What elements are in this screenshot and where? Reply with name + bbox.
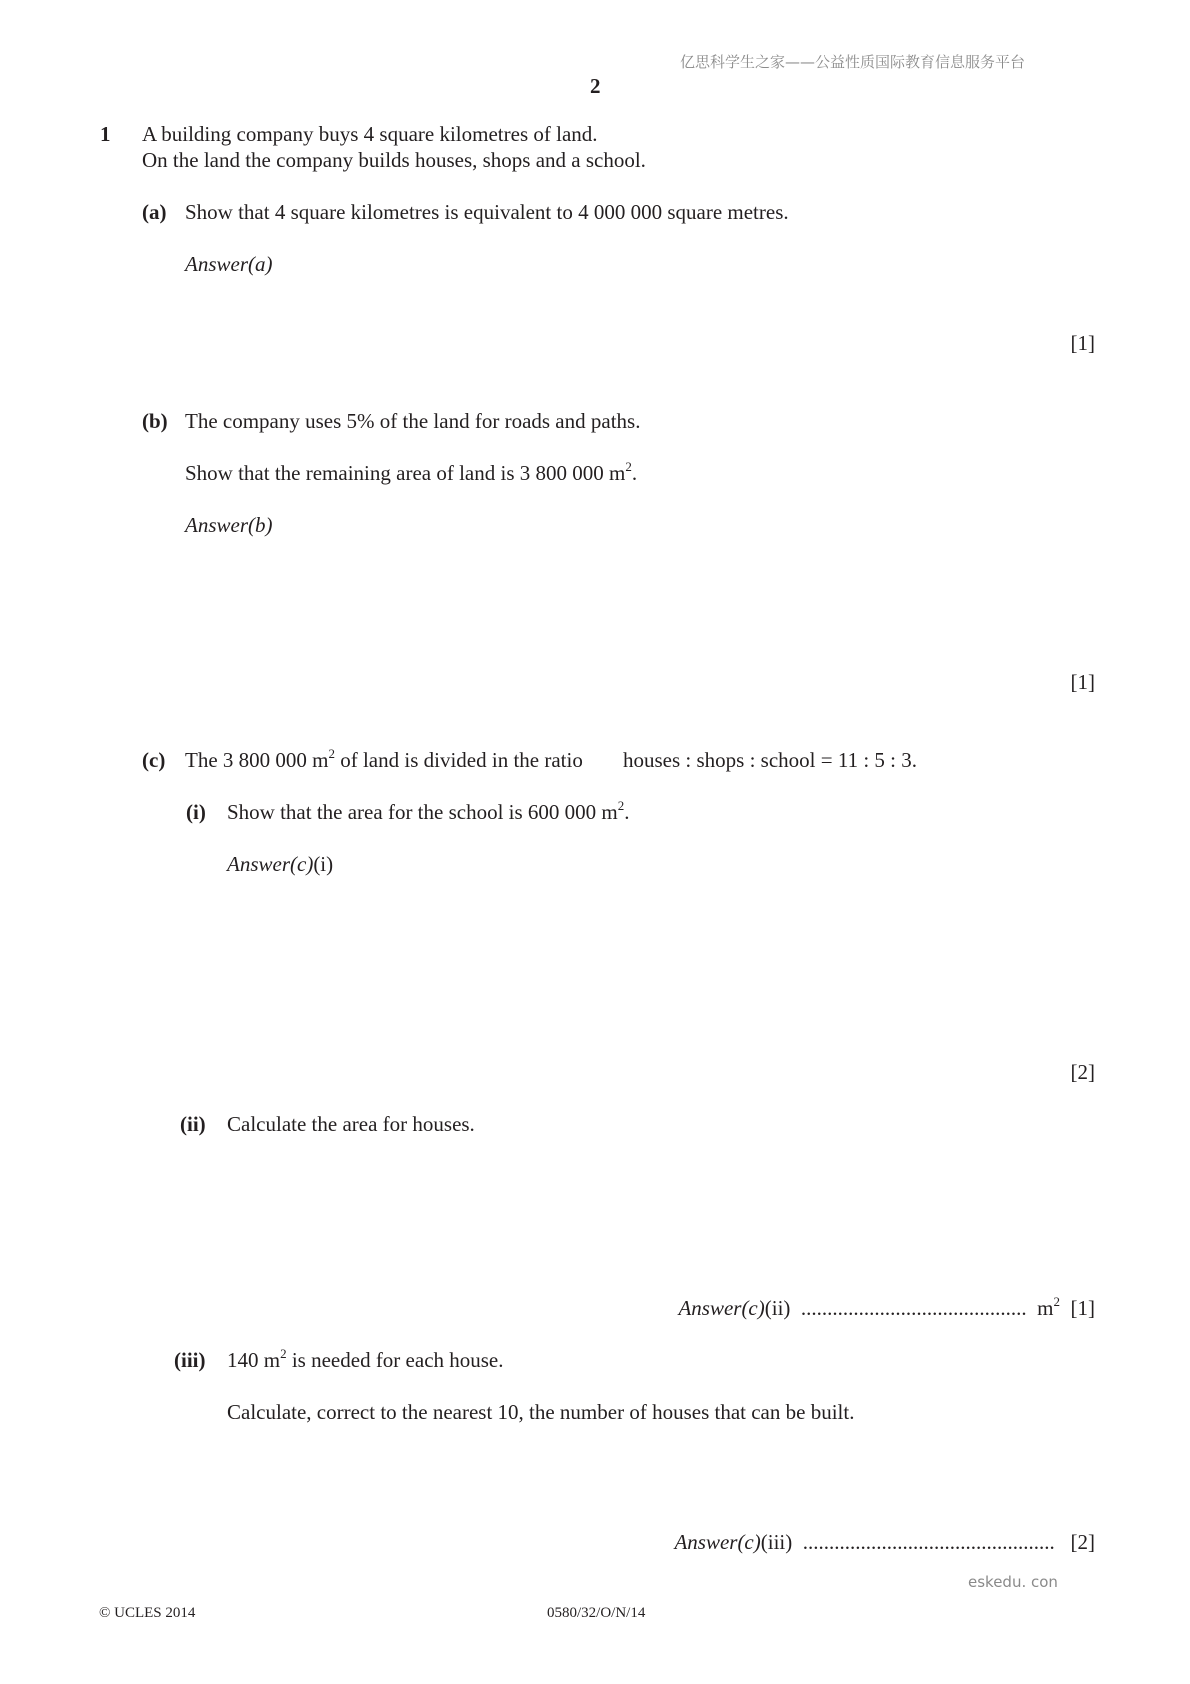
part-c-ratio: houses : shops : school = 11 : 5 : 3. (623, 748, 917, 772)
part-c-iii-instruction: Calculate, correct to the nearest 10, the number of houses that can be built. (227, 1400, 855, 1424)
part-c-i-text: Show that the area for the school is 600 000 $m^2$. (227, 798, 630, 824)
part-c-ii-answer-line: Answer(c)(ii) ........................................... $m^2$ [1] (678, 1294, 1095, 1320)
part-c-i-answer-label: Answer(c)(i) (227, 852, 334, 876)
part-c-i-label: (i) (186, 800, 206, 824)
part-a-mark: [1] (1070, 331, 1095, 355)
part-c-iii-mark: [2] (1070, 1530, 1095, 1554)
part-c-ii-mark: [1] (1070, 1296, 1095, 1320)
part-c-label: (c) (142, 748, 166, 772)
question-number: 1 (100, 122, 111, 146)
question-intro-line1: A building company buys 4 square kilometres of land. (142, 122, 598, 146)
watermark-footer: eskedu. con (968, 1573, 1058, 1591)
part-b-show-that: Show that the remaining area of land is 3 800 000 $m^2$. (185, 459, 638, 485)
copyright: © UCLES 2014 (99, 1605, 196, 1621)
page-number: 2 (590, 74, 601, 98)
question-intro-line2: On the land the company builds houses, shops and a school. (142, 148, 646, 172)
part-c-iii-text: 140 $m^2$ is needed for each house. (227, 1346, 504, 1372)
part-b-text: The company uses 5% of the land for roads and paths. (185, 409, 641, 433)
part-c-iii-answer-line: Answer(c)(iii) ................................................ [2] (674, 1530, 1095, 1554)
part-c-text: The 3 800 000 $m^2$ of land is divided in the ratio (185, 746, 583, 772)
part-b-label: (b) (142, 409, 168, 433)
part-c-ii-answer-dots: ........................................... (800, 1296, 1027, 1320)
part-a-label: (a) (142, 200, 167, 224)
watermark-header: 亿思科学生之家——公益性质国际教育信息服务平台 (680, 53, 1026, 71)
part-b-answer-label: Answer(b) (185, 513, 273, 537)
part-c-ii-label: (ii) (180, 1112, 206, 1136)
part-a-answer-label: Answer(a) (185, 252, 273, 276)
part-c-ii-text: Calculate the area for houses. (227, 1112, 475, 1136)
part-b-mark: [1] (1070, 670, 1095, 694)
part-c-iii-answer-dots: ................................................ (802, 1530, 1055, 1554)
part-c-iii-label: (iii) (174, 1348, 206, 1372)
part-c-i-mark: [2] (1070, 1060, 1095, 1084)
paper-code: 0580/32/O/N/14 (547, 1605, 646, 1621)
part-a-text: Show that 4 square kilometres is equivalent to 4 000 000 square metres. (185, 200, 789, 224)
